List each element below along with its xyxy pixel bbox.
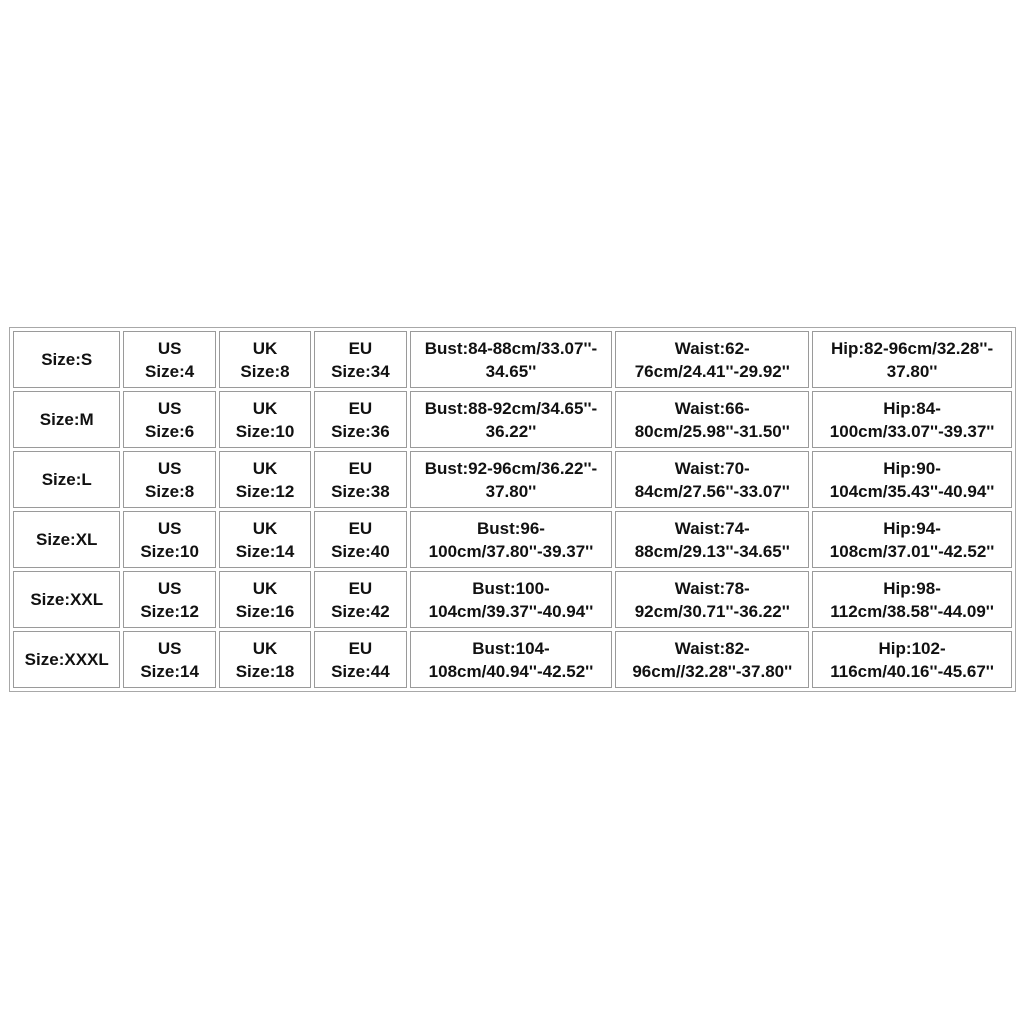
- size-cell: Size:XL: [13, 511, 120, 568]
- bust-cell: Bust:104- 108cm/40.94''-42.52'': [410, 631, 613, 688]
- us-size-cell: US Size:8: [123, 451, 215, 508]
- waist-cell: Waist:70- 84cm/27.56''-33.07'': [615, 451, 809, 508]
- eu-size-cell: EU Size:38: [314, 451, 406, 508]
- eu-size-cell: EU Size:40: [314, 511, 406, 568]
- uk-size-cell: UK Size:8: [219, 331, 311, 388]
- uk-size-cell: UK Size:12: [219, 451, 311, 508]
- size-cell: Size:XXL: [13, 571, 120, 628]
- hip-cell: Hip:102- 116cm/40.16''-45.67'': [812, 631, 1012, 688]
- hip-cell: Hip:98- 112cm/38.58''-44.09'': [812, 571, 1012, 628]
- waist-cell: Waist:66- 80cm/25.98''-31.50'': [615, 391, 809, 448]
- us-size-cell: US Size:4: [123, 331, 215, 388]
- us-size-cell: US Size:6: [123, 391, 215, 448]
- eu-size-cell: EU Size:42: [314, 571, 406, 628]
- waist-cell: Waist:62- 76cm/24.41''-29.92'': [615, 331, 809, 388]
- waist-cell: Waist:78- 92cm/30.71''-36.22'': [615, 571, 809, 628]
- table-row: [13, 511, 1012, 568]
- hip-cell: Hip:94- 108cm/37.01''-42.52'': [812, 511, 1012, 568]
- eu-size-cell: EU Size:44: [314, 631, 406, 688]
- size-chart-table: [9, 327, 1016, 692]
- waist-cell: Waist:82- 96cm//32.28''-37.80'': [615, 631, 809, 688]
- table-row: [13, 571, 1012, 628]
- uk-size-cell: UK Size:14: [219, 511, 311, 568]
- table-row: [13, 451, 1012, 508]
- waist-cell: Waist:74- 88cm/29.13''-34.65'': [615, 511, 809, 568]
- hip-cell: Hip:84- 100cm/33.07''-39.37'': [812, 391, 1012, 448]
- size-cell: Size:M: [13, 391, 120, 448]
- bust-cell: Bust:96- 100cm/37.80''-39.37'': [410, 511, 613, 568]
- uk-size-cell: UK Size:18: [219, 631, 311, 688]
- bust-cell: Bust:84-88cm/33.07''- 34.65'': [410, 331, 613, 388]
- size-chart-body: [13, 331, 1012, 688]
- eu-size-cell: EU Size:34: [314, 331, 406, 388]
- size-cell: Size:S: [13, 331, 120, 388]
- size-cell: Size:XXXL: [13, 631, 120, 688]
- us-size-cell: US Size:12: [123, 571, 215, 628]
- bust-cell: Bust:88-92cm/34.65''- 36.22'': [410, 391, 613, 448]
- hip-cell: Hip:82-96cm/32.28''- 37.80'': [812, 331, 1012, 388]
- hip-cell: Hip:90- 104cm/35.43''-40.94'': [812, 451, 1012, 508]
- bust-cell: Bust:92-96cm/36.22''- 37.80'': [410, 451, 613, 508]
- eu-size-cell: EU Size:36: [314, 391, 406, 448]
- us-size-cell: US Size:14: [123, 631, 215, 688]
- uk-size-cell: UK Size:10: [219, 391, 311, 448]
- table-row: [13, 631, 1012, 688]
- table-row: [13, 331, 1012, 388]
- bust-cell: Bust:100- 104cm/39.37''-40.94'': [410, 571, 613, 628]
- uk-size-cell: UK Size:16: [219, 571, 311, 628]
- size-cell: Size:L: [13, 451, 120, 508]
- table-row: [13, 391, 1012, 448]
- us-size-cell: US Size:10: [123, 511, 215, 568]
